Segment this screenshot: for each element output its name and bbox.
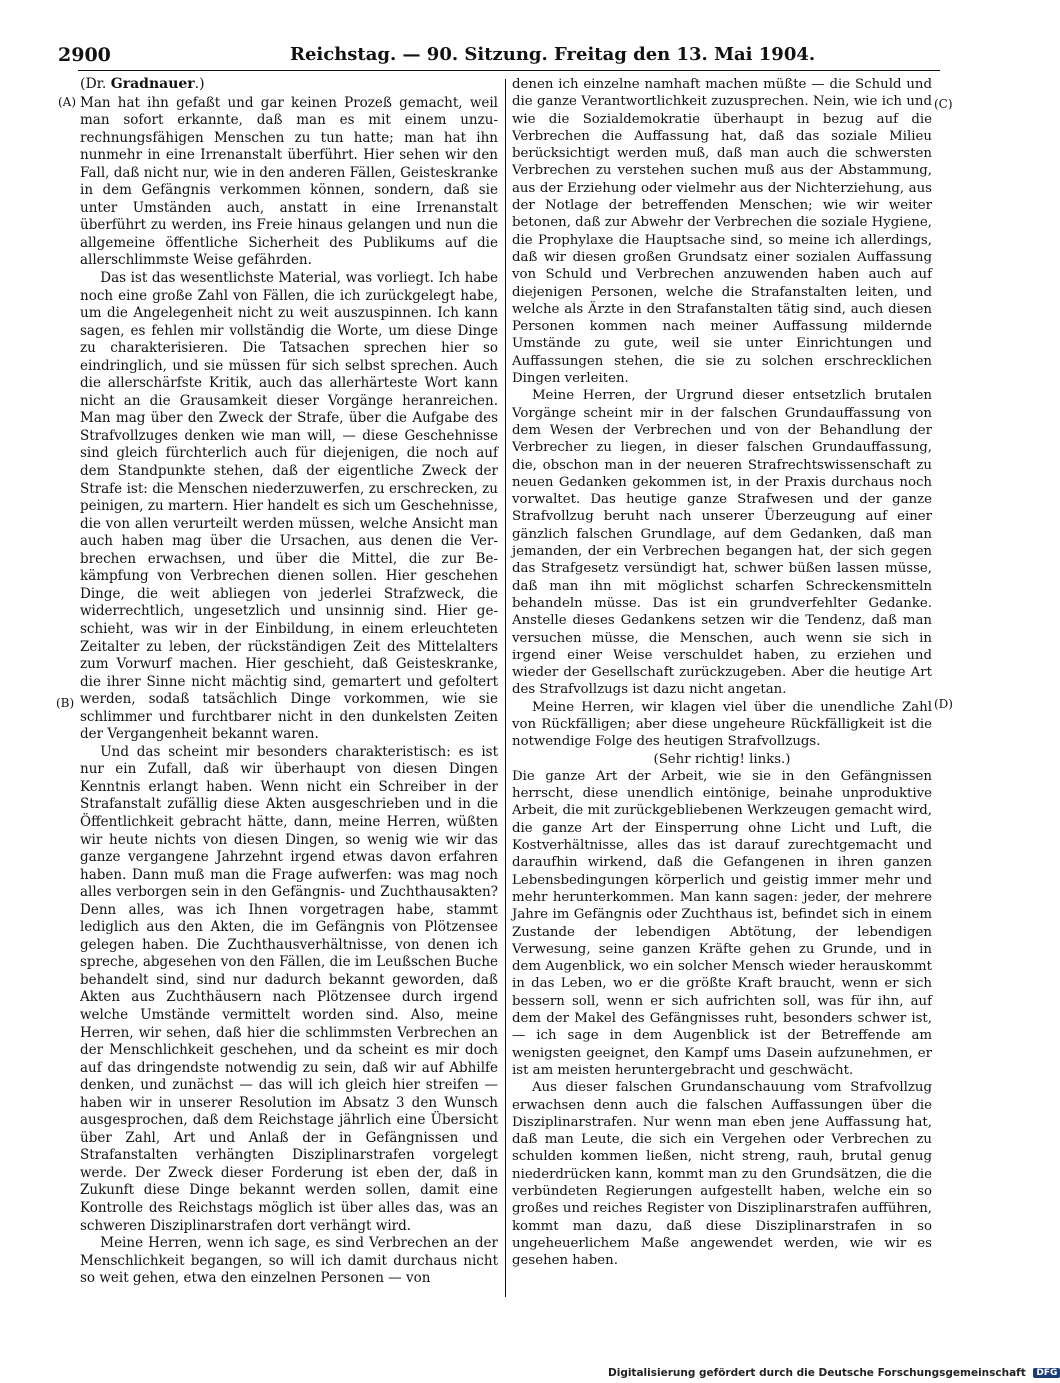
- paragraph: Und das scheint mir besonders charakteristisch: es ist nur ein Zufall, daß wir überhaupt von diesen Dingen Kenntnis erlangt haben. Wenn nicht ein Schreiber in der Strafanstalt zufällig diese Akten ausgeschrieben und in die Öffentlichkeit gebracht hätte, dann, meine Herren, wüßten wir heute nichts von diesen Dingen, so wenig wie wir das ganze vergangene Jahrzehnt irgend etwas davon erfahren haben. Dann muß man die Frage aufwerfen: was mag noch alles verborgen sein in den Gefängnis- und Zuchthausakten? Denn alles, was ich Ihnen vorgetragen habe, stammt lediglich aus den Akten, die im Gefängnis von Plötzensee gelegen haben. Die Zuchthausverhältnisse, von denen ich spreche, abgesehen von den Fällen, die im Leußschen Buche behandelt sind, sind nur dadurch bekannt geworden, daß Akten aus Zuchthäusern nach Plötzensee durch irgend welche Umstände vermittelt worden sind. Also, meine Herren, wir sehen, daß hier die schlimmsten Verbrechen an der Menschlichkeit geschehen, und da scheint es mir doch auf das dringendste notwendig zu sein, daß wir auf Abhilfe denken, und zunächst — das will ich gleich hier streifen — haben wir in unserer Resolution im Absatz 3 den Wunsch ausgesprochen, daß dem Reichstage jährlich eine Übersicht über Zahl, Art und Anlaß der in Gefängnissen und Strafanstalten verhängten Disziplinarstrafen vorgelegt werde. Der Zweck dieser Forderung ist eben der, daß in Zukunft diese Dinge bekannt werden sollen, damit eine Kontrolle des Reichstags möglich ist über alles das, was an schweren Disziplinarstrafen dort verhängt wird.: [80, 743, 498, 1234]
- paragraph: denen ich einzelne namhaft machen müßte — die Schuld und die ganze Verantwortlichkeit zuzusprechen. Nein, wie ich und wie die Sozialdemokratie überhaupt in bezug auf die Verbrechen die Auffassung hat, daß das soziale Milieu berücksichtigt werden muß, daß man auch die schwersten Verbrechen zu verstehen suchen muß aus der Abstammung, aus der Erziehung oder vielmehr aus der Nichterziehung, aus der Notlage der betreffenden Menschen; wie wir weiter betonen, daß zur Abwehr der Verbrechen die soziale Hygiene, die Prophylaxe die Hauptsache sind, so meine ich allerdings, daß wir diesen großen Grundsatz einer sozialen Auffassung von Schuld und Verbrechen anzuwenden haben auch auf diejenigen Personen, welche die Strafanstalten leiten, und welche als Ärzte in den Strafanstalten tätig sind, auch diesen Personen kommen nach meiner Auffassung mildernde Umstände zu gute, weil sie unter Einrichtungen und Auffassungen stehen, die sie zu solchen erschrecklichen Dingen verleiten.: [512, 77, 932, 387]
- margin-mark-c: (C): [934, 97, 953, 111]
- paragraph: Meine Herren, wir klagen viel über die unendliche Zahl von Rückfälligen; aber diese ungeheure Rückfälligkeit ist die notwendige Folge des heutigen Strafvollzugs.: [512, 699, 932, 750]
- interjection: (Sehr richtig! links.): [653, 751, 791, 767]
- margin-mark-b: (B): [56, 696, 75, 710]
- right-column: [512, 76, 932, 1269]
- paragraph: Meine Herren, der Urgrund dieser entsetzlich brutalen Vorgänge scheint mir in der falschen Grundauffassung von dem Wesen der Verbrechen und von der Behandlung der Verbrecher zu liegen, in dieser falschen Grundauffassung, die, obschon man in der neueren Strafrechtswissenschaft zu neuen Gedanken gekommen ist, in der Praxis durchaus noch vorwaltet. Das heutige ganze Strafwesen und der ganze Strafvollzug beruht nach unserer Überzeugung auf einer gänzlich falschen Grundlage, auf dem Gedanken, daß man jemanden, der ein Verbrechen begangen hat, der sich gegen das Strafgesetz versündigt hat, schwer büßen lassen müsse, daß man ihn mit möglichst scharfen Schreckensmitteln behandeln müsse. Das ist ein grundverfehlter Gedanke. Anstelle dieses Gedankens setzen wir die Tendenz, daß man versuchen müsse, die Menschen, auch wenn sie sich in irgend einer Weise verschuldet haben, zu erziehen und wieder der Gesellschaft zurückzugeben. Aber die heutige Art des Strafvollzugs ist dazu nicht angetan.: [512, 388, 932, 698]
- dfg-logo: DFG: [1033, 1368, 1060, 1378]
- speaker-line: (Dr. Gradnauer.): [80, 76, 205, 92]
- page-number: 2900: [58, 44, 111, 66]
- margin-mark-a: (A): [58, 95, 77, 109]
- paragraph: Aus dieser falschen Grundanschauung vom Strafvollzug erwachsen denn auch die falschen Auffassungen über die Disziplinarstrafen. Nur wenn man eben jene Auffassung hat, daß man Leute, die sich ein Vergehen oder Verbrechen zu schulden kommen ließen, nicht streng, rauh, brutal genug niederdrücken kann, kommt man zu den Grundsätzen, die die verbündeten Regierungen aufgestellt haben, welche ein so großes und reiches Register von Disziplinarstrafen aufführen, kommt man dazu, daß diese Disziplinarstrafen in so ungeheuerlichem Maße angewendet werden, wie wir es gesehen haben.: [512, 1080, 932, 1269]
- left-column: [80, 76, 498, 1288]
- digitization-credit: [608, 1367, 1060, 1379]
- paragraph: Meine Herren, wenn ich sage, es sind Verbrechen an der Menschlichkeit begangen, so will ich damit durchaus nicht so weit gehen, etwa den einzelnen Personen — von: [80, 1235, 498, 1287]
- paragraph: Man hat ihn gefaßt und gar keinen Prozeß gemacht, weil man sofort erkannte, daß man es mit einem unzurechnungsfähigen Menschen zu tun hatte; man hat ihn nunmehr in eine Irrenanstalt überführt. Hier sehen wir den Fall, daß nicht nur, wie in den anderen Fällen, Geisteskranke in dem Gefängnis verkommen können, sondern, daß sie unter Umständen auch, anstatt in eine Irrenanstalt überführt zu werden, ins Freie hinaus gelangen und nun die allgemeine öffentliche Sicherheit des Publikums auf die allerschlimmste Weise gefährden.: [80, 94, 498, 269]
- credit-text: Digitalisierung gefördert durch die Deutsche Forschungsgemeinschaft: [608, 1367, 1026, 1379]
- speaker-name: Gradnauer: [110, 76, 195, 92]
- paragraph: Das ist das wesentlichste Material, was vorliegt. Ich habe noch eine große Zahl von Fällen, die ich zurückgelegt habe, um die Angelegenheit nicht zu weit auszuspinnen. Ich kann sagen, es fehlen mir vollständig die Worte, um diese Dinge zu charakterisieren. Die Tatsachen sprechen hier so eindringlich, und sie müssen für sich selbst sprechen. Auch die allerschärfste Kritik, auch das allerhärteste Wort kann nicht an die Grausamkeit dieser Vorgänge heranreichen. Man mag über den Zweck der Strafe, über die Aufgabe des Strafvollzuges denken wie man will, — diese Geschehnisse sind gleich fürchterlich auch für diejenigen, die noch auf dem Standpunkte stehen, daß der eigentliche Zweck der Strafe ist: die Menschen niederzuwerfen, zu erschrecken, zu peinigen, zu martern. Hier handelt es sich um Geschehnisse, die von allen verurteilt werden müssen, welche Ansicht man auch haben mag über die Ursachen, aus denen die Verbrechen erwachsen, und über die Mittel, die zur Bekämpfung von Verbrechen dienen sollen. Hier geschehen Dinge, die weit abliegen von jederlei Strafzweck, die widerrechtlich, ungesetzlich und unsinnig sind. Hier geschieht, was wir in der Einbildung, in einem erleuchteten Zeitalter zu leben, der rückständigen Zeit des Mittelalters zum Vorwurf machen. Hier geschieht, daß Geisteskranke, die ihrer Sinne nicht mächtig sind, gemartert und gefoltert werden, sodaß tatsächlich Dinge vorkommen, wie sie schlimmer und furchtbarer nicht in den dunkelsten Zeiten der Vergangenheit bekannt waren.: [80, 270, 498, 743]
- margin-mark-d: (D): [934, 697, 953, 711]
- header-rule: [78, 70, 940, 71]
- paragraph: Die ganze Art der Arbeit, wie sie in den Gefängnissen herrscht, diese unendlich eintönige, beinahe unproduktive Arbeit, die mit zurückgebliebenen Werkzeugen gemacht wird, die ganze Art der Einsperrung ohne Licht und Luft, die Kostverhältnisse, alles das ist darauf zurechtgemacht und daraufhin wirkend, daß die Gefangenen in ihren ganzen Lebensbedingungen körperlich und geistig immer mehr und mehr herunterkommen. Man kann sagen: jeder, der mehrere Jahre im Gefängnis oder Zuchthaus ist, befindet sich in einem Zustande der lebendigen Abtötung, der lebendigen Verwesung, seine ganzen Kräfte gehen zu Grunde, und in dem Augenblick, wo ein solcher Mensch wieder herauskommt in das Leben, wo er die größte Kraft braucht, wenn er sich bessern soll, wenn er sich aufrichten soll, was für ihn, auf dem der Makel des Gefängnisses ruht, besonders schwer ist, — ich sage in dem Augenblick ist der Betreffende am wenigsten geeignet, den Kampf ums Dasein aufzunehmen, er ist am meisten heruntergebracht und geschwächt.: [512, 768, 932, 1078]
- running-title: Reichstag. — 90. Sitzung. Freitag den 13. Mai 1904.: [290, 44, 816, 65]
- column-divider: [505, 79, 506, 1297]
- page-header: [58, 44, 940, 68]
